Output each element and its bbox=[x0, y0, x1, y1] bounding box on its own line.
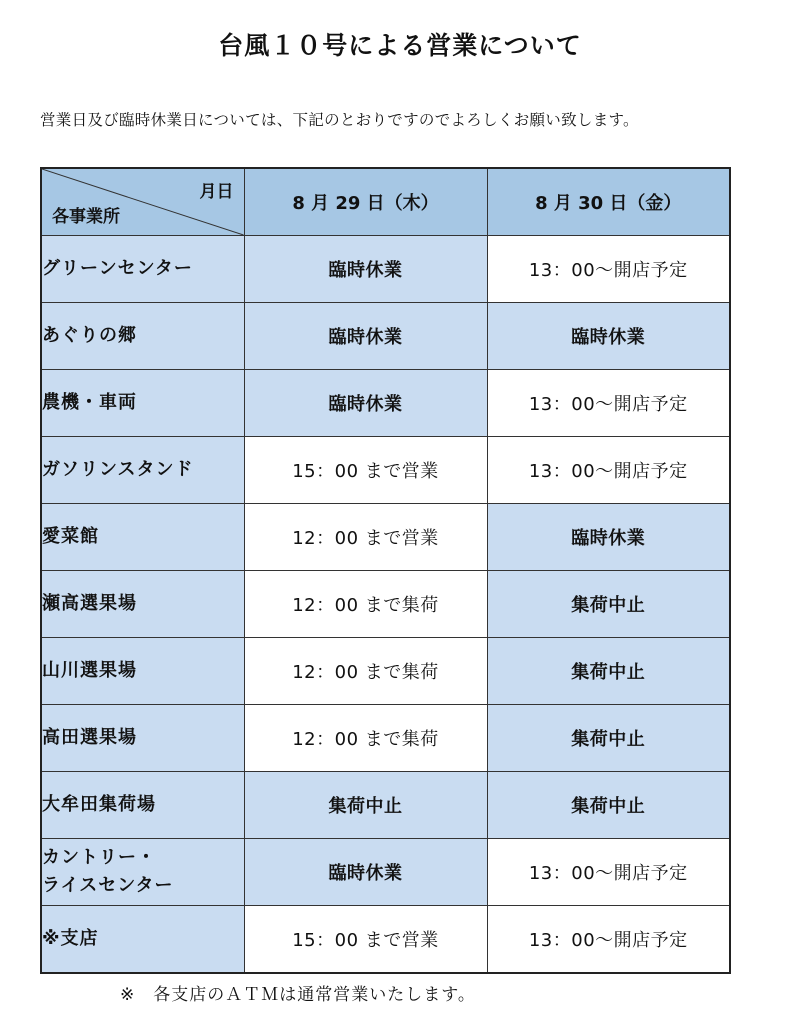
table-row bbox=[41, 906, 730, 974]
status-cell-day2: 13：00～開店予定 bbox=[487, 839, 730, 906]
site-name-line: 山川選果場 bbox=[42, 660, 137, 682]
site-name-line: 高田選果場 bbox=[42, 727, 137, 749]
column-header-day1: 8 月 29 日（木） bbox=[244, 168, 487, 236]
schedule-body bbox=[41, 236, 730, 974]
site-name-cell bbox=[41, 236, 244, 303]
site-name-cell bbox=[41, 839, 244, 906]
site-name-line: 愛菜館 bbox=[42, 526, 99, 548]
status-cell-day1: 15：00 まで営業 bbox=[244, 906, 487, 974]
status-cell-day2: 臨時休業 bbox=[487, 303, 730, 370]
corner-header-cell bbox=[41, 168, 244, 236]
status-cell-day2: 集荷中止 bbox=[487, 772, 730, 839]
status-cell-day1: 臨時休業 bbox=[244, 839, 487, 906]
site-name-cell bbox=[41, 705, 244, 772]
status-cell-day2: 臨時休業 bbox=[487, 504, 730, 571]
table-row bbox=[41, 705, 730, 772]
table-row bbox=[41, 236, 730, 303]
site-name-line: 大牟田集荷場 bbox=[42, 794, 156, 816]
page-title: 台風１０号による営業について bbox=[218, 31, 582, 60]
site-name-cell bbox=[41, 370, 244, 437]
table-row bbox=[41, 638, 730, 705]
site-name-line: ガソリンスタンド bbox=[42, 459, 194, 481]
intro-text: 営業日及び臨時休業日については、下記のとおりですのでよろしくお願い致します。 bbox=[40, 111, 639, 129]
corner-date-label: 月日 bbox=[199, 182, 234, 202]
status-cell-day1: 12：00 まで営業 bbox=[244, 504, 487, 571]
status-cell-day1: 臨時休業 bbox=[244, 370, 487, 437]
column-header-day2: 8 月 30 日（金） bbox=[487, 168, 730, 236]
site-name-line: 瀬高選果場 bbox=[42, 593, 137, 615]
status-cell-day1: 12：00 まで集荷 bbox=[244, 705, 487, 772]
status-cell-day2: 集荷中止 bbox=[487, 638, 730, 705]
status-cell-day1: 臨時休業 bbox=[244, 303, 487, 370]
business-schedule-table bbox=[40, 167, 731, 974]
status-cell-day2: 13：00～開店予定 bbox=[487, 437, 730, 504]
status-cell-day1: 集荷中止 bbox=[244, 772, 487, 839]
site-name-cell bbox=[41, 437, 244, 504]
site-name-cell bbox=[41, 303, 244, 370]
table-row bbox=[41, 370, 730, 437]
site-name-cell bbox=[41, 571, 244, 638]
status-cell-day1: 12：00 まで集荷 bbox=[244, 571, 487, 638]
site-name-line: グリーンセンター bbox=[42, 258, 193, 280]
site-name-cell bbox=[41, 504, 244, 571]
table-row bbox=[41, 839, 730, 906]
status-cell-day2: 集荷中止 bbox=[487, 571, 730, 638]
status-cell-day1: 15：00 まで営業 bbox=[244, 437, 487, 504]
site-name-cell bbox=[41, 906, 244, 974]
site-name-cell bbox=[41, 638, 244, 705]
site-name-line: ※支店 bbox=[42, 928, 99, 950]
site-name-line: 農機・車両 bbox=[42, 392, 137, 414]
corner-site-label: 各事業所 bbox=[52, 207, 120, 227]
table-row bbox=[41, 437, 730, 504]
header-row bbox=[41, 168, 730, 236]
status-cell-day1: 12：00 まで集荷 bbox=[244, 638, 487, 705]
table-row bbox=[41, 571, 730, 638]
table-row bbox=[41, 303, 730, 370]
site-name-line: ライスセンター bbox=[42, 875, 174, 896]
table-row bbox=[41, 772, 730, 839]
site-name-cell bbox=[41, 772, 244, 839]
table-row bbox=[41, 504, 730, 571]
status-cell-day1: 臨時休業 bbox=[244, 236, 487, 303]
site-name-line: あぐりの郷 bbox=[42, 325, 137, 347]
footnote: ※ 各支店のＡＴＭは通常営業いたします。 bbox=[120, 985, 476, 1005]
status-cell-day2: 集荷中止 bbox=[487, 705, 730, 772]
status-cell-day2: 13：00～開店予定 bbox=[487, 370, 730, 437]
status-cell-day2: 13：00～開店予定 bbox=[487, 906, 730, 974]
site-name-line: カントリー・ bbox=[42, 847, 156, 869]
status-cell-day2: 13：00～開店予定 bbox=[487, 236, 730, 303]
